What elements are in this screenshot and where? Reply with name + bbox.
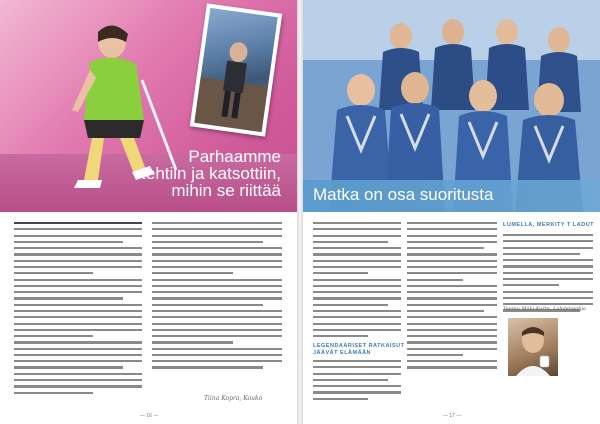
left-body-column-2: [152, 222, 282, 373]
left-page-number: — 16 —: [140, 413, 159, 419]
left-body-column-1: [14, 222, 142, 398]
portrait-photo: [508, 318, 558, 376]
section-heading-legendary: LEGENDAARISET RATKAISUT JÄÄVÄT ELÄMÄÄN: [313, 343, 405, 356]
headline-line-1: Parhaamme: [188, 147, 281, 166]
inset-photo: [194, 8, 277, 132]
inset-photo-frame: [190, 3, 283, 136]
right-body-column-2: [407, 222, 497, 373]
portrait-figure: [508, 318, 558, 376]
right-page: [303, 0, 600, 424]
headline-line-3: mihin se riittää: [171, 181, 281, 200]
right-body-column-1b: [313, 360, 401, 404]
team-photo: [303, 0, 600, 212]
portrait-caption: Teemu Mäki-Korte, Lahdenpohja: [503, 306, 586, 312]
right-headline: Matka on osa suoritusta: [313, 185, 494, 204]
section-heading-ski: LUMELLA, MERKITY T LADUT: [503, 222, 595, 228]
right-body-column-1: [313, 222, 401, 341]
right-page-number: — 17 —: [443, 413, 462, 419]
left-byline: Tiina Kopra, Kouko: [204, 395, 263, 402]
headline-line-2: tehtiin ja katsottiin,: [141, 164, 281, 183]
inset-figure: [194, 8, 277, 132]
left-page: [0, 0, 297, 424]
right-body-column-3: [503, 234, 593, 316]
floorball-photo: [0, 0, 297, 212]
left-headline: [81, 148, 281, 199]
